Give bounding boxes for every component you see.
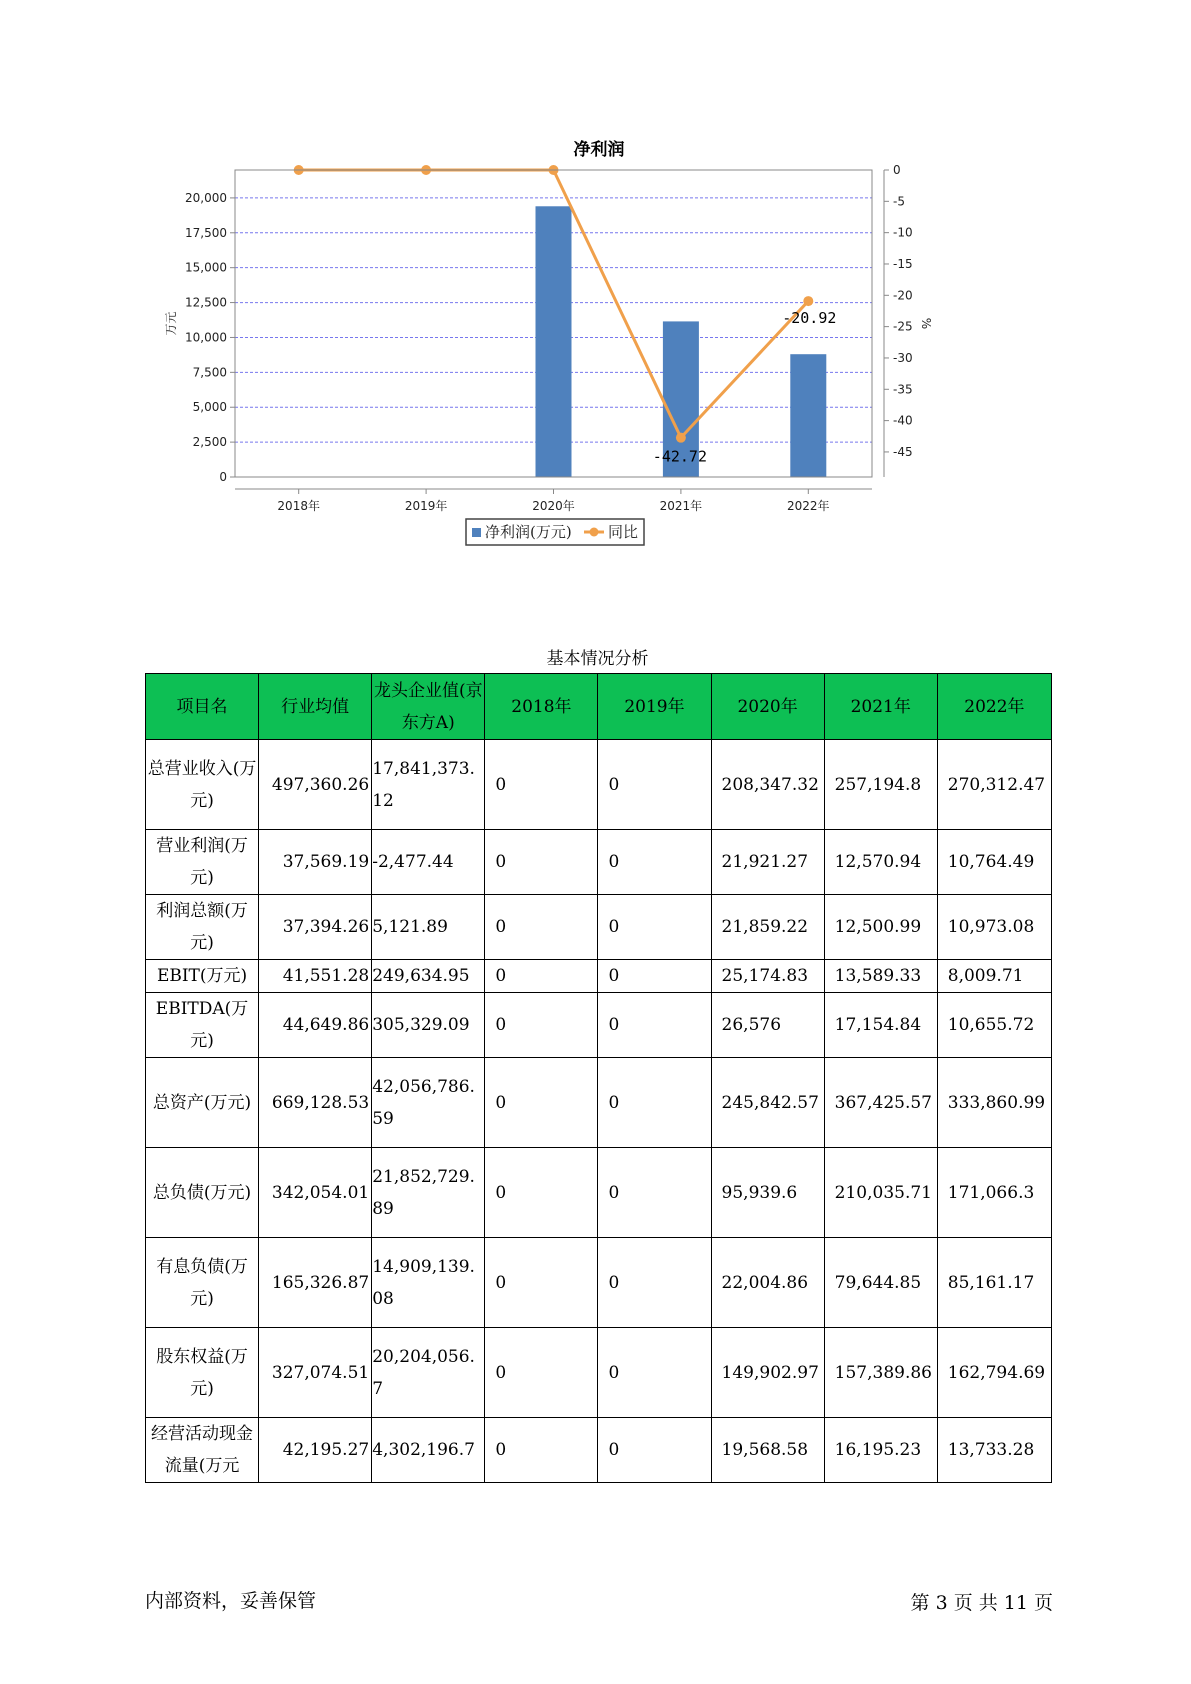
row-label: 经营活动现金流量(万元 <box>146 1418 259 1483</box>
table-cell: 208,347.32 <box>711 740 824 830</box>
table-cell: 12,500.99 <box>824 895 937 960</box>
table-row <box>146 895 1052 960</box>
bar-2022年 <box>790 354 826 477</box>
x-tick-label: 2022年 <box>787 499 830 513</box>
table-cell: 13,733.28 <box>937 1418 1051 1483</box>
right-tick-label: 0 <box>893 163 901 177</box>
header-cell: 2018年 <box>485 674 598 740</box>
table-cell: 79,644.85 <box>824 1238 937 1328</box>
right-tick-label: -25 <box>893 319 913 334</box>
right-tick-label: -45 <box>893 444 913 459</box>
table-row <box>146 740 1052 830</box>
footer-page-number: 第 3 页 共 11 页 <box>910 1592 1053 1614</box>
yoy-point-2022年 <box>803 296 813 306</box>
row-label: EBITDA(万元) <box>146 993 259 1058</box>
chart-legend <box>466 519 644 545</box>
table-cell: 210,035.71 <box>824 1148 937 1238</box>
table-cell: 0 <box>598 960 711 993</box>
table-row <box>146 1058 1052 1148</box>
table-row <box>146 830 1052 895</box>
table-cell: 270,312.47 <box>937 740 1051 830</box>
table-cell: 0 <box>598 1058 711 1148</box>
table-row <box>146 1328 1052 1418</box>
table-cell: 0 <box>485 1418 598 1483</box>
table-cell: 149,902.97 <box>711 1328 824 1418</box>
row-label: EBIT(万元) <box>146 960 259 993</box>
right-tick-label: -35 <box>893 382 913 397</box>
header-cell: 项目名 <box>146 674 259 740</box>
header-cell: 2021年 <box>824 674 937 740</box>
row-label: 总负债(万元) <box>146 1148 259 1238</box>
table-cell: 305,329.09 <box>372 993 485 1058</box>
row-label: 营业利润(万元) <box>146 830 259 895</box>
table-cell: 10,973.08 <box>937 895 1051 960</box>
table-cell: 0 <box>485 1328 598 1418</box>
table-title: 基本情况分析 <box>546 649 649 669</box>
table-cell: 0 <box>598 1148 711 1238</box>
legend-label-net-profit: 净利润(万元) <box>485 523 572 541</box>
header-cell: 2022年 <box>937 674 1051 740</box>
table-cell: 0 <box>598 830 711 895</box>
table-cell: 0 <box>485 1238 598 1328</box>
table-cell: 21,852,729.89 <box>372 1148 485 1238</box>
left-tick-label: 10,000 <box>185 330 227 345</box>
legend-line-marker <box>590 528 599 537</box>
row-label: 股东权益(万元) <box>146 1328 259 1418</box>
table-row <box>146 1418 1052 1483</box>
table-body <box>146 740 1052 1483</box>
table-cell: 257,194.8 <box>824 740 937 830</box>
right-tick-label: -5 <box>893 194 905 209</box>
data-label: -42.72 <box>652 447 707 466</box>
table-cell: 37,394.26 <box>259 895 372 960</box>
right-tick-label: -40 <box>893 413 913 428</box>
net-profit-chart <box>164 135 1010 595</box>
footer-confidential-note: 内部资料，妥善保管 <box>145 1590 317 1612</box>
x-tick-label: 2021年 <box>659 499 703 513</box>
table-cell: 333,860.99 <box>937 1058 1051 1148</box>
chart-svg <box>164 135 1010 595</box>
table-cell: 95,939.6 <box>711 1148 824 1238</box>
left-tick-label: 0 <box>219 470 227 484</box>
table-header-row <box>146 674 1052 740</box>
table-cell: 8,009.71 <box>937 960 1051 993</box>
table-row <box>146 960 1052 993</box>
legend-bar-swatch <box>472 528 481 537</box>
left-tick-label: 12,500 <box>185 295 227 310</box>
table-row <box>146 1238 1052 1328</box>
table-cell: 157,389.86 <box>824 1328 937 1418</box>
header-cell: 行业均值 <box>259 674 372 740</box>
table-row <box>146 993 1052 1058</box>
row-label: 总营业收入(万元) <box>146 740 259 830</box>
row-label: 总资产(万元) <box>146 1058 259 1148</box>
table-cell: 14,909,139.08 <box>372 1238 485 1328</box>
table-cell: 0 <box>598 740 711 830</box>
table-row <box>146 1148 1052 1238</box>
left-tick-label: 2,500 <box>192 435 227 450</box>
yoy-point-2021年 <box>676 433 686 443</box>
left-tick-label: 15,000 <box>185 260 227 275</box>
table-cell: 0 <box>485 960 598 993</box>
table-cell: 0 <box>485 830 598 895</box>
table-cell: 17,841,373.12 <box>372 740 485 830</box>
table-cell: 42,195.27 <box>259 1418 372 1483</box>
table-cell: 245,842.57 <box>711 1058 824 1148</box>
table-cell: 4,302,196.7 <box>372 1418 485 1483</box>
basic-analysis-table <box>145 673 1052 1483</box>
table-cell: 0 <box>485 740 598 830</box>
right-tick-label: -20 <box>893 288 913 303</box>
table-cell: 10,655.72 <box>937 993 1051 1058</box>
header-cell: 2019年 <box>598 674 711 740</box>
table-cell: 5,121.89 <box>372 895 485 960</box>
table-cell: 42,056,786.59 <box>372 1058 485 1148</box>
table-cell: 0 <box>598 1328 711 1418</box>
table-cell: 165,326.87 <box>259 1238 372 1328</box>
table-cell: 171,066.3 <box>937 1148 1051 1238</box>
table-cell: 342,054.01 <box>259 1148 372 1238</box>
table-cell: 26,576 <box>711 993 824 1058</box>
header-cell: 龙头企业值(京东方A) <box>372 674 485 740</box>
left-tick-label: 20,000 <box>185 190 227 205</box>
row-label: 利润总额(万元) <box>146 895 259 960</box>
table-cell: 497,360.26 <box>259 740 372 830</box>
table-cell: 249,634.95 <box>372 960 485 993</box>
table-cell: 16,195.23 <box>824 1418 937 1483</box>
table-cell: 17,154.84 <box>824 993 937 1058</box>
table-cell: 162,794.69 <box>937 1328 1051 1418</box>
table-cell: 25,174.83 <box>711 960 824 993</box>
table-cell: 0 <box>598 1418 711 1483</box>
row-label: 有息负债(万元) <box>146 1238 259 1328</box>
table-cell: 0 <box>485 1058 598 1148</box>
left-tick-label: 5,000 <box>192 400 227 415</box>
table-cell: 0 <box>598 1238 711 1328</box>
table-cell: 327,074.51 <box>259 1328 372 1418</box>
table-cell: 0 <box>598 993 711 1058</box>
table-cell: 367,425.57 <box>824 1058 937 1148</box>
table-cell: 0 <box>485 1148 598 1238</box>
chart-title: 净利润 <box>573 140 625 160</box>
table-cell: 21,921.27 <box>711 830 824 895</box>
table-cell: 44,649.86 <box>259 993 372 1058</box>
x-tick-label: 2019年 <box>404 499 448 513</box>
right-axis-title: % <box>919 317 933 330</box>
x-tick-label: 2020年 <box>532 499 575 513</box>
table-cell: -2,477.44 <box>372 830 485 895</box>
table-cell: 21,859.22 <box>711 895 824 960</box>
table-cell: 19,568.58 <box>711 1418 824 1483</box>
table-cell: 13,589.33 <box>824 960 937 993</box>
table-cell: 10,764.49 <box>937 830 1051 895</box>
bar-2020年 <box>536 206 572 477</box>
table-cell: 0 <box>598 895 711 960</box>
header-cell: 2020年 <box>711 674 824 740</box>
table-cell: 85,161.17 <box>937 1238 1051 1328</box>
table-cell: 37,569.19 <box>259 830 372 895</box>
table-cell: 12,570.94 <box>824 830 937 895</box>
left-tick-label: 17,500 <box>185 225 227 240</box>
table-cell: 0 <box>485 993 598 1058</box>
right-tick-label: -10 <box>893 225 913 240</box>
table-cell: 41,551.28 <box>259 960 372 993</box>
table-cell: 0 <box>485 895 598 960</box>
right-tick-label: -15 <box>893 256 913 271</box>
left-axis-title: 万元 <box>164 311 178 336</box>
data-label: -20.92 <box>782 309 837 328</box>
table-cell: 20,204,056.7 <box>372 1328 485 1418</box>
legend-label-yoy: 同比 <box>608 523 639 541</box>
table-cell: 669,128.53 <box>259 1058 372 1148</box>
x-tick-label: 2018年 <box>277 499 320 513</box>
left-tick-label: 7,500 <box>192 365 227 380</box>
right-tick-label: -30 <box>893 350 913 365</box>
table-cell: 22,004.86 <box>711 1238 824 1328</box>
